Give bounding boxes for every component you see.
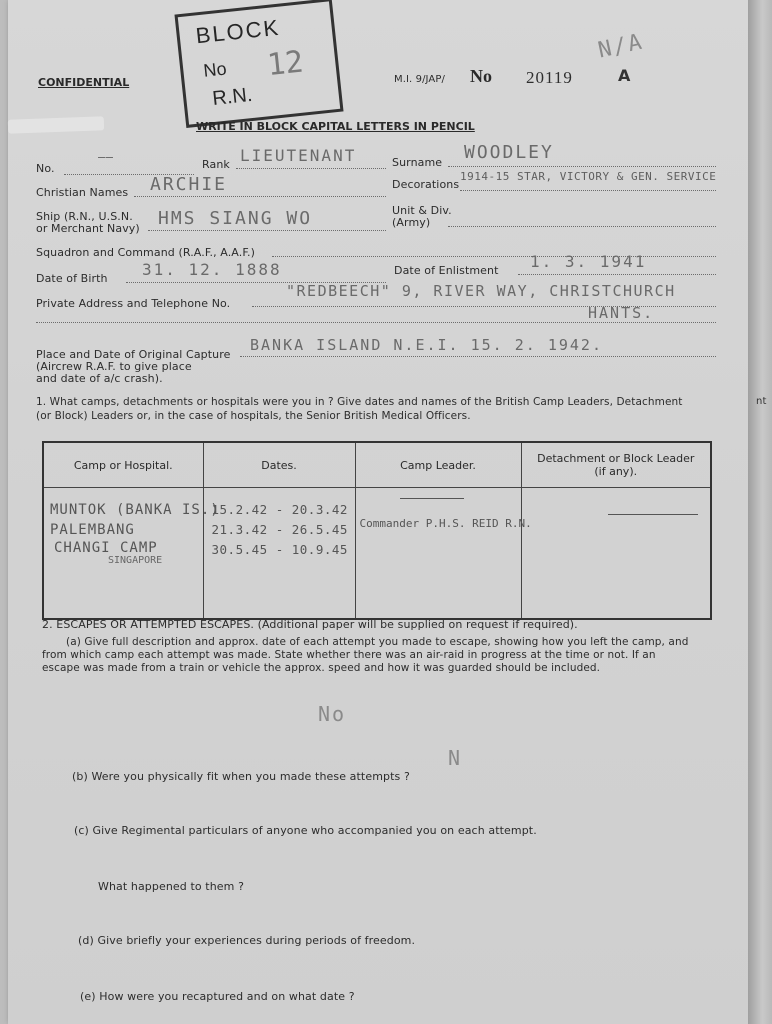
question-2c-followup: What happened to them ? — [98, 880, 245, 893]
leader-dash — [400, 498, 464, 499]
dob-value: 31. 12. 1888 — [142, 260, 282, 279]
capture-label-3: and date of a/c crash). — [36, 372, 163, 385]
form-reference: M.I. 9/JAP/ — [394, 74, 445, 85]
no-value: —— — [98, 150, 114, 164]
block-stamp — [174, 0, 343, 128]
number-label: No — [470, 66, 492, 86]
stamp-handwritten-number: 12 — [265, 44, 306, 84]
decorations-label: Decorations — [392, 178, 460, 191]
camp-leader: Commander P.H.S. REID R.N. — [359, 517, 532, 530]
tag-strip — [8, 116, 104, 133]
question-2-heading: 2. ESCAPES OR ATTEMPTED ESCAPES. (Additional paper will be supplied on request if required). — [42, 618, 578, 631]
unit-label-1: Unit & Div. — [392, 204, 452, 217]
camps-cell — [43, 488, 220, 620]
header-camp-leader: Camp Leader. — [355, 442, 521, 488]
address-value-line-2: HANTS. — [588, 304, 655, 322]
table-row — [43, 488, 711, 620]
christian-names-value: ARCHIE — [150, 174, 228, 195]
capture-value: BANKA ISLAND N.E.I. 15. 2. 1942. — [250, 336, 603, 354]
decorations-value: 1914-15 STAR, VICTORY & GEN. SERVICE — [460, 170, 717, 183]
classification-label: CONFIDENTIAL — [38, 76, 130, 89]
camps-table — [42, 441, 712, 620]
answer-2b: N — [448, 746, 463, 770]
camp-1: MUNTOK (BANKA IS.) — [50, 502, 220, 518]
stamp-line-2: No — [202, 58, 228, 81]
rank-value: LIEUTENANT — [240, 146, 357, 165]
question-2a-line-3: escape was made from a train or vehicle the approx. speed and how it was guarded should be included. — [42, 662, 601, 674]
dates-cell — [203, 488, 355, 620]
camp-2: PALEMBANG — [50, 522, 135, 538]
form-page — [8, 0, 748, 1024]
squadron-label: Squadron and Command (R.A.F., A.A.F.) — [36, 246, 255, 259]
question-2a-line-1: (a) Give full description and approx. date of each attempt you made to escape, showing how you left the camp, and — [66, 636, 689, 648]
detachment-dash — [608, 514, 698, 515]
pencil-instruction: WRITE IN BLOCK CAPITAL LETTERS IN PENCIL — [196, 120, 475, 133]
enlistment-label: Date of Enlistment — [394, 264, 499, 277]
surname-value: WOODLEY — [464, 142, 554, 163]
question-1-line-1: 1. What camps, detachments or hospitals were you in ? Give dates and names of the British Camp Leaders, Detachment — [36, 396, 683, 408]
detachment-leader-cell — [521, 488, 711, 620]
ship-value: HMS SIANG WO — [158, 208, 313, 229]
stamp-line-1: BLOCK — [194, 14, 282, 49]
question-2d: (d) Give briefly your experiences during periods of freedom. — [78, 934, 416, 947]
unit-label-2: (Army) — [392, 216, 431, 229]
camp-3: CHANGI CAMP — [54, 540, 158, 556]
camp-3-note: SINGAPORE — [108, 555, 163, 566]
corner-note: N/A — [595, 29, 646, 64]
answer-2a: No — [318, 702, 347, 726]
header-camp: Camp or Hospital. — [43, 442, 203, 488]
dob-label: Date of Birth — [36, 272, 108, 285]
capture-label-1: Place and Date of Original Capture — [36, 348, 231, 361]
question-2c: (c) Give Regimental particulars of anyone who accompanied you on each attempt. — [74, 824, 537, 837]
question-2e: (e) How were you recaptured and on what date ? — [80, 990, 355, 1003]
no-label: No. — [36, 162, 55, 175]
question-2a-line-2: from which camp each attempt was made. State whether there was an air-raid in progress at the time or not. If an — [42, 649, 656, 661]
stamp-line-3: R.N. — [211, 83, 254, 110]
address-label: Private Address and Telephone No. — [36, 297, 231, 310]
dates-1: 15.2.42 - 20.3.42 — [211, 502, 348, 517]
capture-label-2: (Aircrew R.A.F. to give place — [36, 360, 192, 373]
christian-names-label: Christian Names — [36, 186, 129, 199]
underlying-page-text: nt — [756, 396, 767, 407]
question-1-line-2: (or Block) Leaders or, in the case of hospitals, the Senior British Medical Officers. — [36, 410, 471, 422]
surname-label: Surname — [392, 156, 443, 169]
table-header-row — [43, 442, 711, 488]
question-2b: (b) Were you physically fit when you made these attempts ? — [72, 770, 410, 783]
dates-2: 21.3.42 - 26.5.45 — [211, 522, 348, 537]
dates-3: 30.5.45 - 10.9.45 — [211, 542, 348, 557]
underlying-page-edge — [748, 0, 772, 1024]
header-dates: Dates. — [203, 442, 355, 488]
ship-label-2: or Merchant Navy) — [36, 222, 140, 235]
enlistment-value: 1. 3. 1941 — [530, 252, 647, 271]
ship-label-1: Ship (R.N., U.S.N. — [36, 210, 133, 223]
camp-leader-cell — [355, 488, 532, 620]
rank-label: Rank — [202, 158, 230, 171]
address-value-line-1: "REDBEECH" 9, RIVER WAY, CHRISTCHURCH — [286, 282, 676, 300]
header-detachment-leader: Detachment or Block Leader (if any). — [521, 442, 711, 488]
form-suffix: A — [618, 66, 631, 85]
form-number: 20119 — [526, 68, 573, 87]
